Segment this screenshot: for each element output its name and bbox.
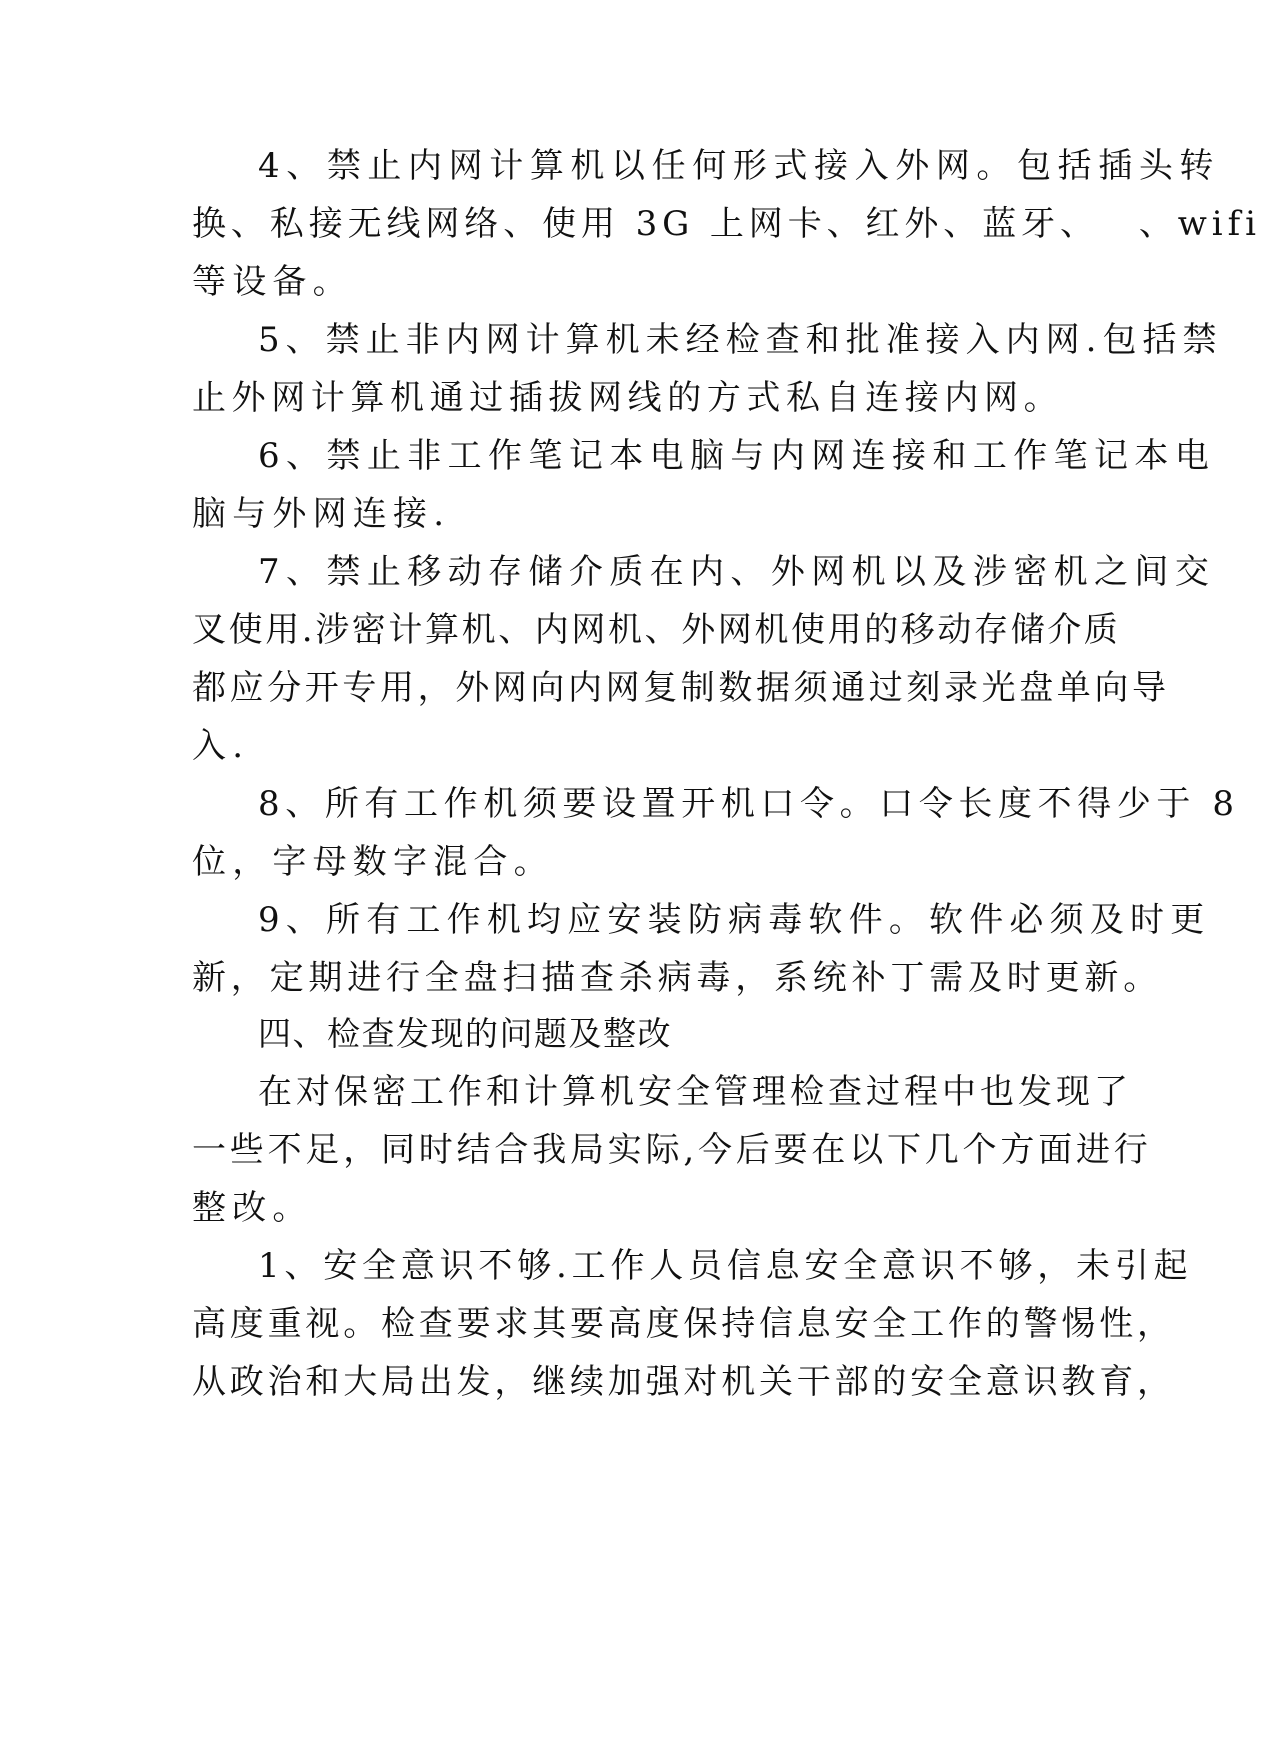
text-line: 8、所有工作机须要设置开机口令。口令长度不得少于 8 xyxy=(258,784,1240,824)
text-line xyxy=(192,194,1261,254)
text-line: 1、安全意识不够.工作人员信息安全意识不够，未引起 xyxy=(258,1246,1193,1286)
text-segment: 换、私接无线网络、使用 3G 上网卡、红外、蓝牙、 xyxy=(192,204,1099,244)
text-line: 高度重视。检查要求其要高度保持信息安全工作的警惕性， xyxy=(192,1304,1175,1344)
text-line: 叉使用.涉密计算机、内网机、外网机使用的移动存储介质 xyxy=(192,610,1121,650)
text-line: 9、所有工作机均应安装防病毒软件。软件必须及时更 xyxy=(258,900,1211,940)
text-line: 止外网计算机通过插拔网线的方式私自连接内网。 xyxy=(192,378,1064,418)
text-line: 一些不足，同时结合我局实际,今后要在以下几个方面进行 xyxy=(192,1130,1152,1170)
text-line: 脑与外网连接. xyxy=(192,494,451,534)
section-heading: 四、检查发现的问题及整改 xyxy=(258,1014,672,1053)
text-line: 入. xyxy=(192,726,250,766)
text-segment: 、wifi xyxy=(1138,204,1261,244)
text-line: 4、禁止内网计算机以任何形式接入外网。包括插头转 xyxy=(258,146,1221,186)
text-line: 在对保密工作和计算机安全管理检查过程中也发现了 xyxy=(258,1072,1132,1112)
text-line: 5、禁止非内网计算机未经检查和批准接入内网.包括禁 xyxy=(258,320,1223,360)
text-line: 都应分开专用，外网向内网复制数据须通过刻录光盘单向导 xyxy=(192,668,1170,708)
text-line: 7、禁止移动存储介质在内、外网机以及涉密机之间交 xyxy=(258,552,1216,592)
text-line: 新，定期进行全盘扫描查杀病毒，系统补丁需及时更新。 xyxy=(192,958,1162,998)
text-line: 等设备。 xyxy=(192,262,353,302)
text-line: 位，字母数字混合。 xyxy=(192,842,554,882)
text-line: 6、禁止非工作笔记本电脑与内网连接和工作笔记本电 xyxy=(258,436,1216,476)
text-line: 整改。 xyxy=(192,1188,313,1228)
text-line: 从政治和大局出发，继续加强对机关干部的安全意识教育， xyxy=(192,1362,1175,1402)
